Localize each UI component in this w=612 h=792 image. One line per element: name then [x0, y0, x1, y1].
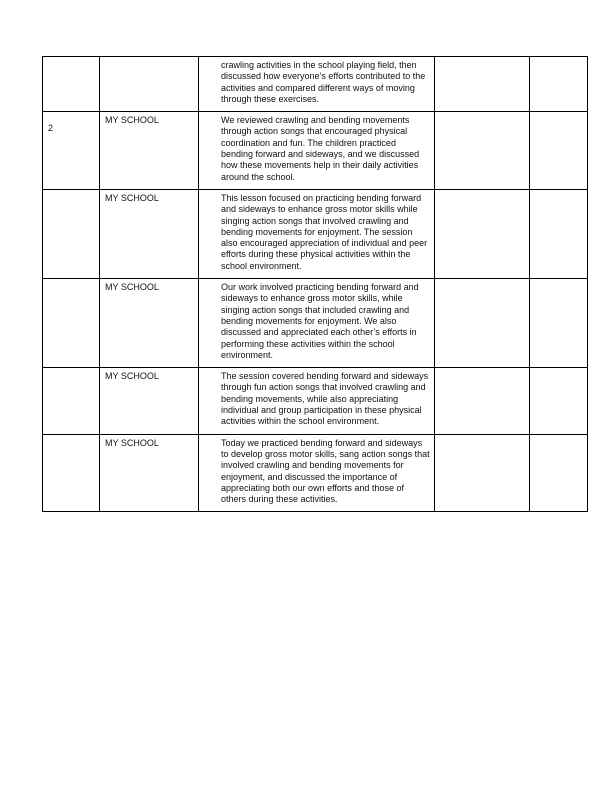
week-cell: [43, 189, 100, 278]
empty-cell: [530, 189, 588, 278]
topic-cell: MY SCHOOL: [100, 189, 199, 278]
empty-cell: [530, 279, 588, 368]
table-row: [43, 434, 588, 512]
table-row: [43, 279, 588, 368]
empty-cell: [435, 279, 530, 368]
notes-cell: We reviewed crawling and bending movements through action songs that encouraged physical coordination and fun. The children practiced bending forward and sideways, and we discussed how these movements help in their daily activities around the school.: [199, 112, 435, 190]
empty-cell: [530, 368, 588, 434]
topic-cell: MY SCHOOL: [100, 434, 199, 512]
week-cell: [43, 434, 100, 512]
week-cell: 2: [43, 112, 100, 190]
week-cell: [43, 279, 100, 368]
lesson-log-table: [42, 56, 588, 512]
notes-cell: crawling activities in the school playing field, then discussed how everyone’s efforts contributed to the activities and compared different ways of moving through these exercises.: [199, 57, 435, 112]
empty-cell: [435, 368, 530, 434]
topic-cell: [100, 57, 199, 112]
table-row: [43, 189, 588, 278]
table-row: [43, 112, 588, 190]
notes-cell: Our work involved practicing bending forward and sideways to enhance gross motor skills, while singing action songs that included crawling and bending movements for enjoyment. We also discussed and appreciated each other’s efforts in performing these activities within the school environment.: [199, 279, 435, 368]
empty-cell: [435, 189, 530, 278]
topic-cell: MY SCHOOL: [100, 368, 199, 434]
empty-cell: [530, 112, 588, 190]
empty-cell: [530, 434, 588, 512]
table-row: [43, 57, 588, 112]
empty-cell: [435, 112, 530, 190]
notes-cell: The session covered bending forward and sideways through fun action songs that involved crawling and bending movements, while also appreciating individual and group participation in these physical activities within the school environment.: [199, 368, 435, 434]
table-row: [43, 368, 588, 434]
empty-cell: [530, 57, 588, 112]
week-cell: [43, 57, 100, 112]
week-cell: [43, 368, 100, 434]
notes-cell: This lesson focused on practicing bending forward and sideways to enhance gross motor skills while singing action songs that involved crawling and bending movements for enjoyment. The session also encouraged appreciation of individual and peer efforts during these physical activities within the school environment.: [199, 189, 435, 278]
notes-cell: Today we practiced bending forward and sideways to develop gross motor skills, sang action songs that involved crawling and bending movements for enjoyment, and discussed the importance of appreciating both our own efforts and those of others during these activities.: [199, 434, 435, 512]
topic-cell: MY SCHOOL: [100, 112, 199, 190]
empty-cell: [435, 57, 530, 112]
topic-cell: MY SCHOOL: [100, 279, 199, 368]
empty-cell: [435, 434, 530, 512]
